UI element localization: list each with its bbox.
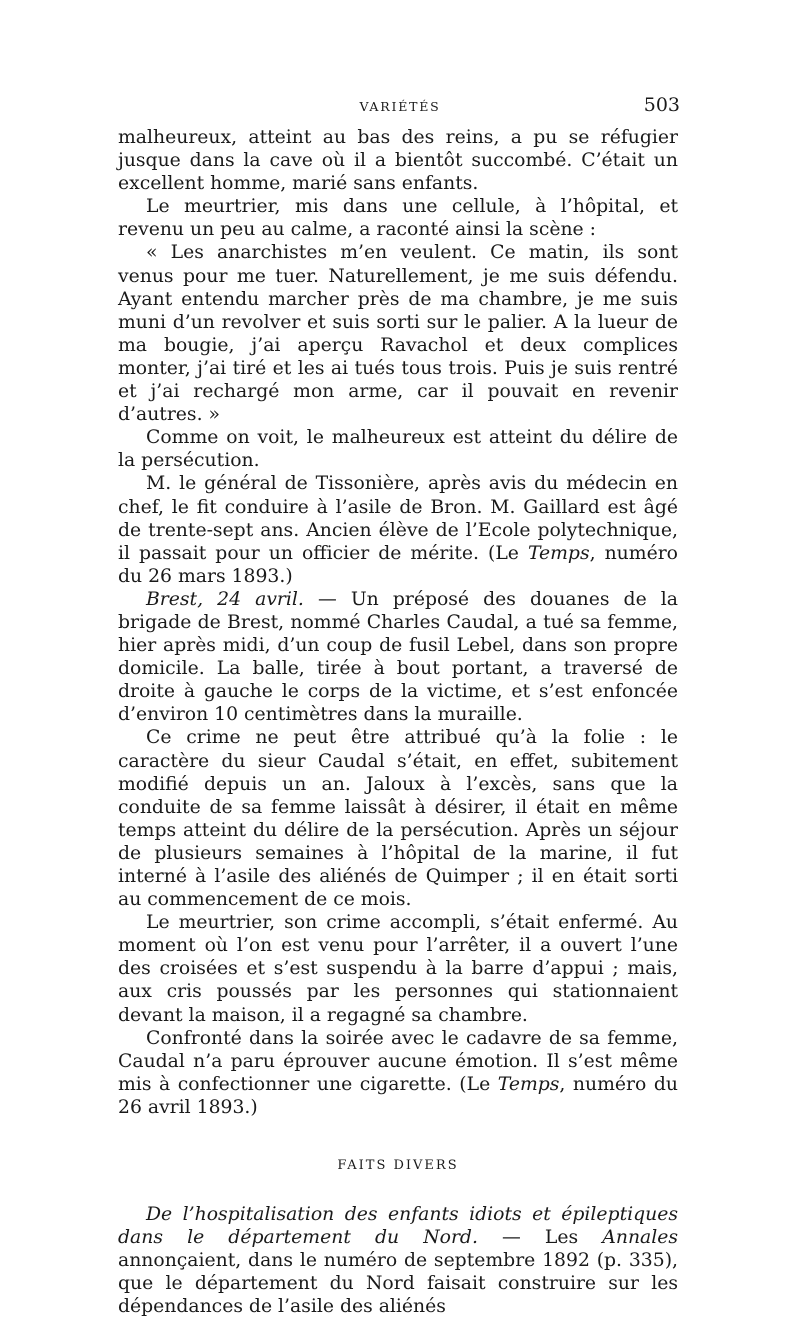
source-title: Temps <box>527 542 590 564</box>
paragraph <box>118 1203 678 1318</box>
dateline: Brest, 24 avril. <box>146 588 304 610</box>
paragraph: Le meurtrier, mis dans une cellule, à l’hôpital, et revenu un peu au calme, a raconté ainsi la scène : <box>118 196 678 241</box>
paragraph-text: M. le général de Tissonière, après avis du médecin en chef, le fit conduire à l’asile de Bron. M. Gaillard est âgé de trente-sept ans. Ancien élève de l’Ecole polytechnique, il passait pour un officier de mérite. (Le <box>118 473 678 564</box>
journal-title: Annales <box>602 1227 678 1249</box>
source-title: Temps <box>497 1073 560 1095</box>
paragraph <box>118 588 678 727</box>
paragraph: Le meurtrier, son crime accompli, s’était enfermé. Au moment où l’on est venu pour l’arrêter, il a ouvert l’une des croisées et s’est suspendu à la barre d’appui ; mais, aux cris poussés par les personnes qui stationnaient devant la maison, il a regagné sa chambre. <box>118 912 678 1026</box>
paragraph <box>118 472 678 587</box>
paragraph <box>118 1027 678 1119</box>
paragraph: Ce crime ne peut être attribué qu’à la folie : le caractère du sieur Caudal s’était, en effet, subitement modifié depuis un an. Jaloux à l’excès, sans que la conduite de sa femme laissât à désirer, il était en même temps atteint du délire de la persécution. Après un séjour de plusieurs semaines à l’hôpital de la marine, il fut interné à l’asile des aliénés de Quimper ; il en était sorti au commencement de ce mois. <box>118 727 678 911</box>
paragraph: Comme on voit, le malheureux est atteint du délire de la persécution. <box>118 427 678 472</box>
page-number: 503 <box>643 94 680 116</box>
paragraph-text: — Un préposé des douanes de la brigade de Brest, nommé Charles Caudal, a tué sa femme, hier après midi, d’un coup de fusil Lebel, dans son propre domicile. La balle, tirée à bout portant, a traversé de droite à gauche le corps de la victime, et s’est enfoncée d’environ 10 centimètres dans la muraille. <box>118 588 678 726</box>
paragraph-text: , numéro du 26 mars 1893.) <box>118 542 678 587</box>
page-header <box>120 94 680 118</box>
section-title: FAITS DIVERS <box>337 1158 459 1174</box>
paragraph: « Les anarchistes m’en veulent. Ce matin, ils sont venus pour me tuer. Naturellement, je me suis défendu. Ayant entendu marcher près de ma chambre, je me suis muni d’un revolver et suis sorti sur le palier. A la lueur de ma bougie, j’ai aperçu Ravachol et deux complices monter, j’ai tiré et les ai tués tous trois. Puis je suis rentré et j’ai rechargé mon arme, car il pouvait en revenir d’autres. » <box>118 242 678 426</box>
paragraph-text: Confronté dans la soirée avec le cadavre de sa femme, Caudal n’a paru éprouver aucune émotion. Il s’est même mis à confectionner une cigarette. (Le <box>118 1027 678 1095</box>
paragraph-text: — Les <box>477 1227 603 1249</box>
body-text <box>118 126 678 1319</box>
paragraph: malheureux, atteint au bas des reins, a pu se réfugier jusque dans la cave où il a bientôt succombé. C’était un excellent homme, marié sans enfants. <box>118 127 678 195</box>
paragraph-text: annonçaient, dans le numéro de septembre 1892 (p. 335), que le département du Nord faisait construire sur les dépendances de l’asile des aliénés <box>118 1250 678 1318</box>
article-heading: De l’hospitalisation des enfants idiots et épileptiques dans le département du Nord. <box>118 1204 678 1249</box>
running-head: VARIÉTÉS <box>359 99 441 114</box>
paragraph-text: , numéro du 26 avril 1893.) <box>118 1073 678 1118</box>
